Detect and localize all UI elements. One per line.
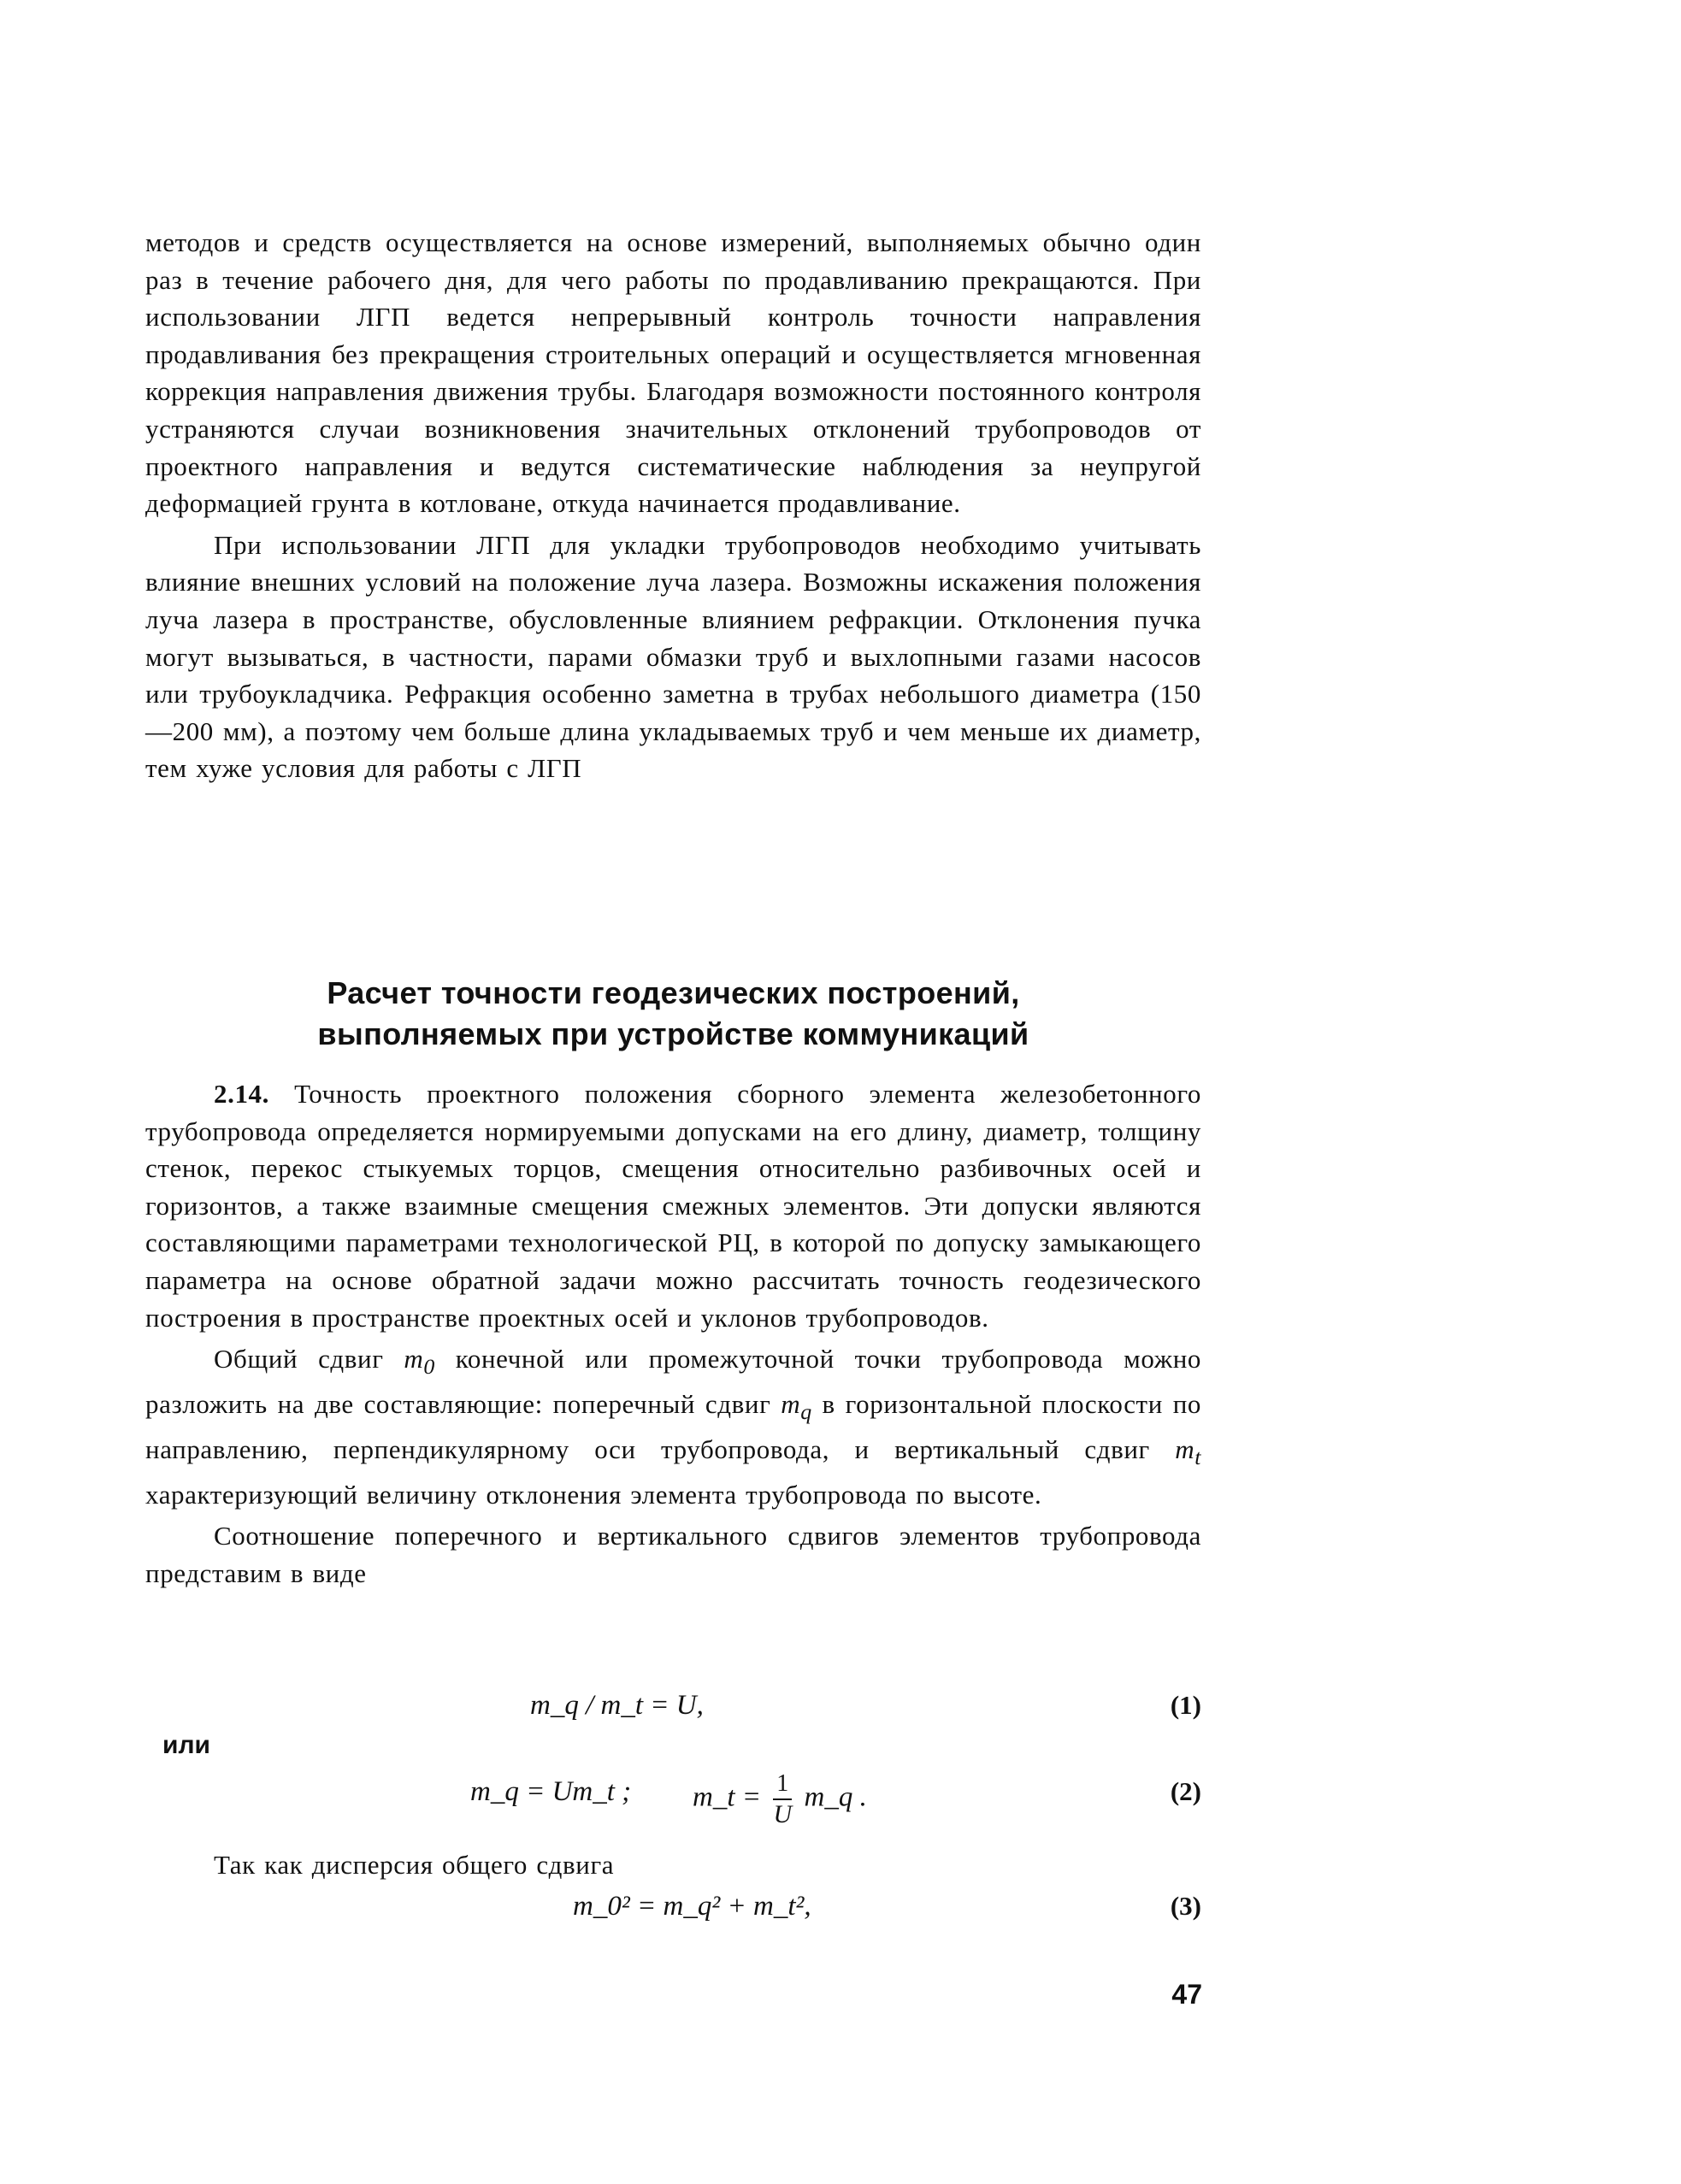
- paragraph-3-text: Точность проектного положения сборного элемента железобетонного трубопровода определяется нормируемыми допусками на его длину, диаметр, толщину стенок, перекос стыкуемых торцов, смещения относительно разбивочных осей и горизонтов, а также взаимные смещения смежных элементов. Эти допуски являются составляющими параметрами технологической РЦ, в которой по допуску замыкающего параметра на основе обратной задачи можно рассчитать точность геодезического построения в пространстве проектных осей и уклонов трубопроводов.: [145, 1079, 1201, 1333]
- paragraph-4-part-b: конечной или промежуточной точки трубопровода можно разложить на две составляющие: поперечный сдвиг: [145, 1344, 1201, 1419]
- formula-2-fraction: [773, 1769, 792, 1829]
- paragraph-3: [145, 1075, 1201, 1336]
- formula-3-expression: m_0² = m_q² + m_t²,: [573, 1891, 811, 1922]
- paragraph-1: методов и средств осуществляется на основе измерений, выполняемых обычно один раз в течение рабочего дня, для чего работы по продавливанию прекращаются. При использовании ЛГП ведется непрерывный контроль точности направления продавливания без прекращения строительных операций и осуществляется мгновенная коррекция направления движения трубы. Благодаря возможности постоянного контроля устраняются случаи возникновения значительных отклонений трубопроводов от проектного направления и ведутся систематические наблюдения за неупругой деформацией грунта в котловане, откуда начинается продавливание.: [145, 227, 1201, 519]
- var-mq: $m_q$: [781, 1388, 812, 1425]
- formula-3-number: (3): [1170, 1891, 1201, 1921]
- var-m0: $m_0$: [404, 1344, 435, 1380]
- text-block-section: [145, 1075, 1201, 1592]
- formula-2-left: m_q = Um_t ;: [470, 1776, 632, 1807]
- fraction-numerator: 1: [773, 1769, 792, 1800]
- var-mt: $m_t$: [1175, 1433, 1201, 1469]
- paragraph-6: Так как дисперсия общего сдвига: [214, 1850, 615, 1880]
- formula-2-number: (2): [1170, 1776, 1201, 1806]
- paragraph-4: [145, 1340, 1201, 1513]
- paragraph-4-part-a: Общий сдвиг: [214, 1344, 404, 1375]
- section-heading: [145, 973, 1201, 1055]
- formula-2: [145, 1769, 1201, 1829]
- paragraph-4-part-c: в горизонтальной плоскости по направлению, перпендикулярному оси трубопровода, и вертикальный сдвиг: [145, 1388, 1201, 1464]
- page-number: 47: [1171, 1979, 1202, 2010]
- formula-1: [145, 1690, 1201, 1734]
- formula-3: [145, 1891, 1201, 1935]
- formula-2-right-lhs: m_t =: [693, 1781, 762, 1813]
- formula-1-expression: m_q / m_t = U,: [530, 1690, 704, 1721]
- paragraph-2: При использовании ЛГП для укладки трубопроводов необходимо учитывать влияние внешних условий на положение луча лазера. Возможны искажения положения луча лазера в пространстве, обусловленные влиянием рефракции. Отклонения пучка могут вызываться, в частности, парами обмазки труб и выхлопными газами насосов или трубоукладчика. Рефракция особенно заметна в трубах небольшого диаметра (150—200 мм), а поэтому чем больше длина укладываемых труб и чем меньше их диаметр, тем хуже условия для работы с ЛГП: [145, 529, 1201, 784]
- text-block-bottom: [145, 1846, 1201, 1884]
- formula-2-right-rhs: m_q .: [804, 1781, 867, 1813]
- formula-2-right: [693, 1769, 867, 1829]
- text-block-top: [145, 224, 1201, 787]
- paragraph-4-part-d: характеризующий величину отклонения элемента трубопровода по высоте.: [145, 1479, 1042, 1510]
- fraction-denominator: U: [773, 1800, 793, 1828]
- or-word: или: [162, 1731, 210, 1759]
- formula-1-number: (1): [1170, 1690, 1201, 1720]
- section-number: 2.14.: [214, 1079, 269, 1109]
- heading-line-2: выполняемых при устройстве коммуникаций: [317, 1016, 1029, 1051]
- heading-line-1: Расчет точности геодезических построений,: [327, 975, 1020, 1010]
- paragraph-5: Соотношение поперечного и вертикального сдвигов элементов трубопровода представим в виде: [145, 1521, 1201, 1588]
